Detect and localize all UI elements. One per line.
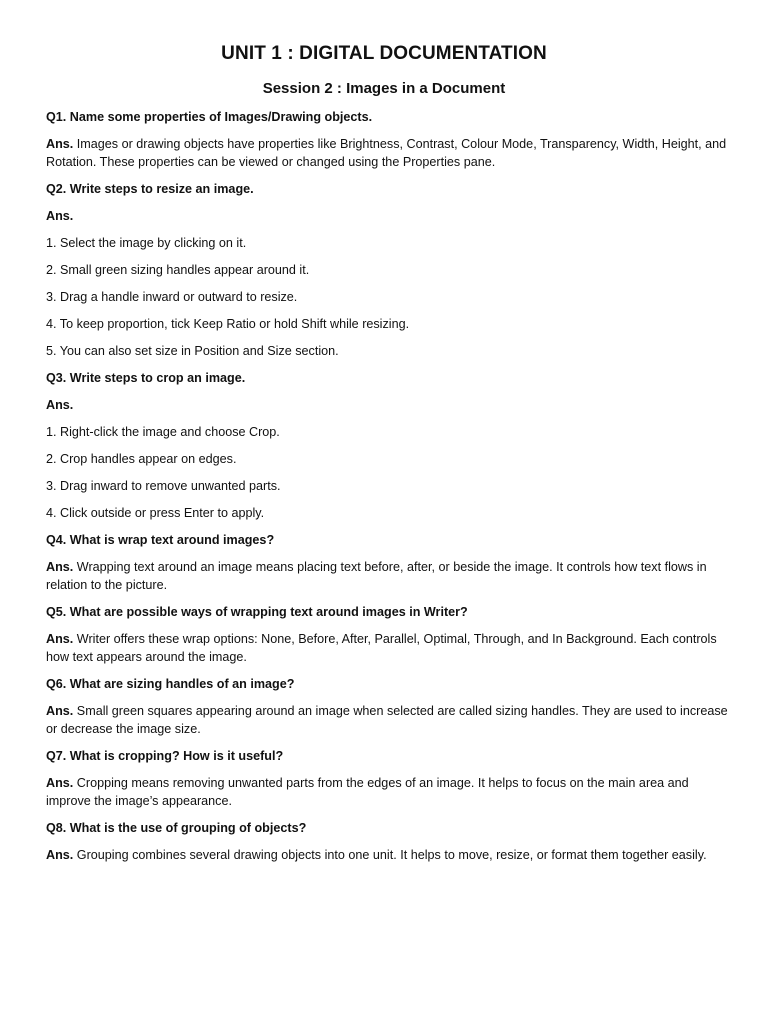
step-item: 2. Crop handles appear on edges. bbox=[46, 452, 237, 466]
answer-7 bbox=[46, 774, 730, 810]
step-item: 2. Small green sizing handles appear around it. bbox=[46, 263, 310, 277]
question-3: Q3. Write steps to crop an image. bbox=[46, 371, 246, 385]
qa-content bbox=[46, 108, 730, 864]
answer-8 bbox=[46, 846, 730, 864]
answer-6-text: Small green squares appearing around an image when selected are called sizing handles. They are used to increase or decrease the image size. bbox=[46, 704, 728, 736]
question-4: Q4. What is wrap text around images? bbox=[46, 533, 275, 547]
step-item: 1. Right-click the image and choose Crop. bbox=[46, 425, 280, 439]
answer-6 bbox=[46, 702, 730, 738]
answer-label: Ans. bbox=[46, 704, 74, 718]
answer-8-text: Grouping combines several drawing objects into one unit. It helps to move, resize, or format them together easily. bbox=[76, 848, 707, 862]
question-8: Q8. What is the use of grouping of objects? bbox=[46, 821, 307, 835]
session-subtitle: Session 2 : Images in a Document bbox=[262, 80, 506, 97]
step-item: 4. To keep proportion, tick Keep Ratio or hold Shift while resizing. bbox=[46, 317, 410, 331]
step-item: 5. You can also set size in Position and Size section. bbox=[46, 344, 339, 358]
answer-4 bbox=[46, 558, 730, 594]
answer-label: Ans. bbox=[46, 632, 74, 646]
question-6: Q6. What are sizing handles of an image? bbox=[46, 677, 295, 691]
step-item: 1. Select the image by clicking on it. bbox=[46, 236, 247, 250]
answer-label: Ans. bbox=[46, 776, 74, 790]
answer-5-text: Writer offers these wrap options: None, Before, After, Parallel, Optimal, Through, and In Background. Each controls how text appears around the image. bbox=[46, 632, 717, 664]
answer-4-text: Wrapping text around an image means placing text before, after, or beside the image. It controls how text flows in relation to the picture. bbox=[46, 560, 707, 592]
answer-1-text: Images or drawing objects have properties like Brightness, Contrast, Colour Mode, Transparency, Width, Height, and Rotation. These properties can be viewed or changed using the Properties pane. bbox=[46, 137, 727, 169]
answer-5 bbox=[46, 630, 730, 666]
question-5: Q5. What are possible ways of wrapping text around images in Writer? bbox=[46, 605, 468, 619]
answer-label: Ans. bbox=[46, 137, 74, 151]
answer-label: Ans. bbox=[46, 848, 74, 862]
answer-label: Ans. bbox=[46, 560, 74, 574]
answer-1 bbox=[46, 135, 730, 171]
step-item: 3. Drag a handle inward or outward to resize. bbox=[46, 290, 298, 304]
question-1: Q1. Name some properties of Images/Drawing objects. bbox=[46, 110, 373, 124]
step-item: 4. Click outside or press Enter to apply. bbox=[46, 506, 265, 520]
answer-7-text: Cropping means removing unwanted parts from the edges of an image. It helps to focus on the main area and improve the image’s appearance. bbox=[46, 776, 689, 808]
answer-3-label: Ans. bbox=[46, 398, 74, 412]
page-title: UNIT 1 : DIGITAL DOCUMENTATION bbox=[221, 43, 547, 64]
question-7: Q7. What is cropping? How is it useful? bbox=[46, 749, 284, 763]
answer-2-label: Ans. bbox=[46, 209, 74, 223]
question-2: Q2. Write steps to resize an image. bbox=[46, 182, 254, 196]
step-item: 3. Drag inward to remove unwanted parts. bbox=[46, 479, 281, 493]
